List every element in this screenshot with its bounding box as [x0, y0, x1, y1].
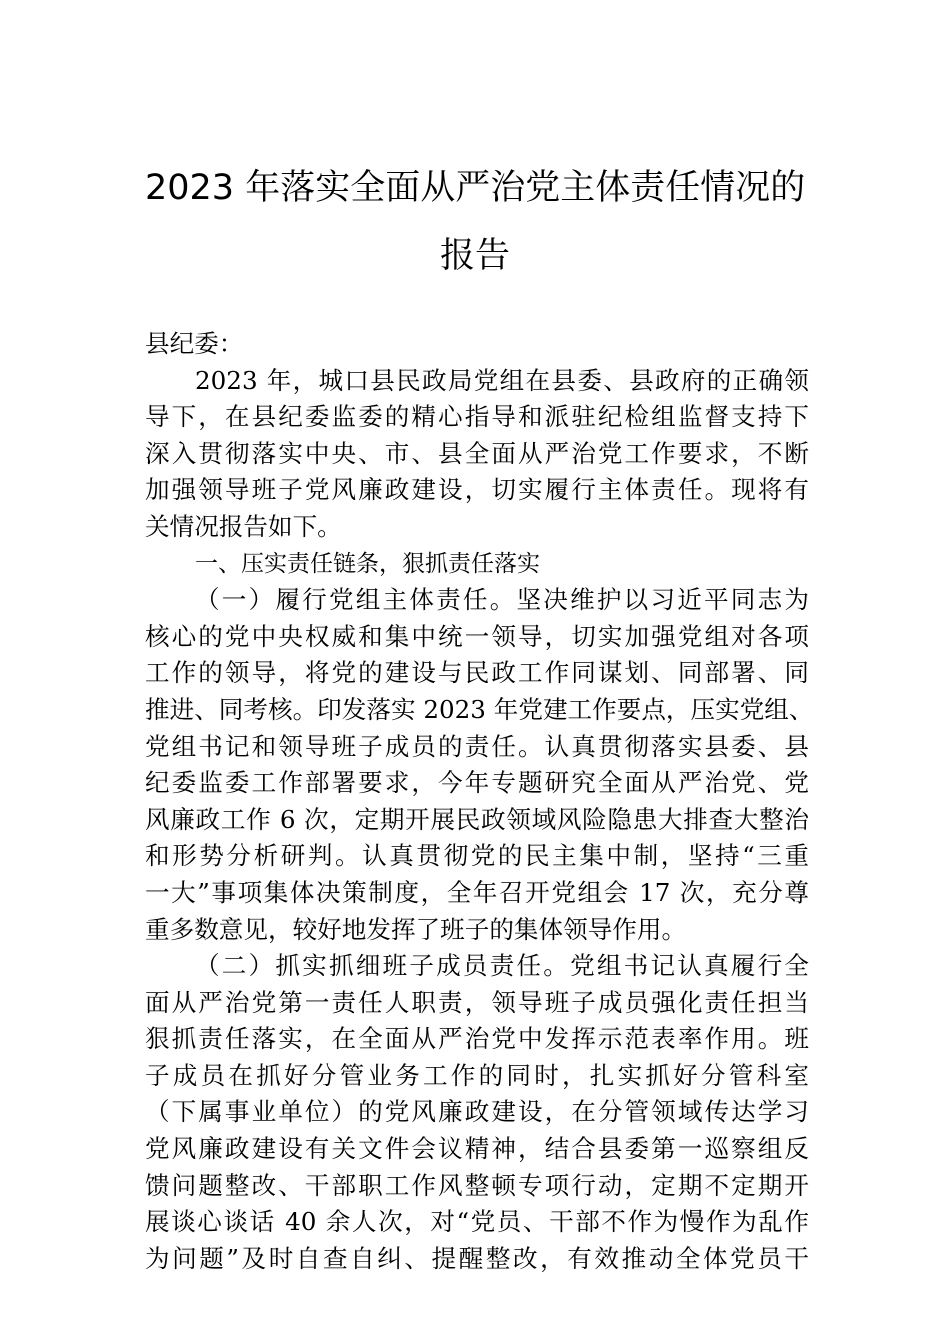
paragraph-line: 面从严治党第一责任人职责，领导班子成员强化责任担当 [145, 987, 809, 1017]
paragraph-line: 深入贯彻落实中央、市、县全面从严治党工作要求，不断 [145, 438, 809, 468]
paragraph-line: 导下，在县纪委监委的精心指导和派驻纪检组监督支持下 [145, 402, 809, 432]
paragraph-line: 推进、同考核。印发落实 2023 年党建工作要点，压实党组、 [145, 694, 814, 724]
paragraph-line: 风廉政工作 6 次，定期开展民政领域风险隐患大排查大整治 [145, 804, 809, 834]
paragraph-line: 狠抓责任落实，在全面从严治党中发挥示范表率作用。班 [145, 1024, 809, 1054]
paragraph-line: 为问题”及时自查自纠、提醒整改，有效推动全体党员干 [145, 1243, 809, 1273]
paragraph-line: 重多数意见，较好地发挥了班子的集体领导作用。 [145, 914, 687, 944]
paragraph-line: 和形势分析研判。认真贯彻党的民主集中制，坚持“三重 [145, 841, 809, 871]
paragraph-line: 党组书记和领导班子成员的责任。认真贯彻落实县委、县 [145, 731, 809, 761]
paragraph-line: 2023 年，城口县民政局党组在县委、县政府的正确领 [195, 365, 809, 395]
salutation: 县纪委： [145, 329, 244, 358]
document-title-line-2: 报告 [439, 236, 510, 276]
paragraph-line: 核心的党中央权威和集中统一领导，切实加强党组对各项 [145, 621, 809, 651]
document-body [145, 326, 814, 1277]
paragraph-line: 展谈心谈话 40 余人次，对“党员、干部不作为慢作为乱作 [145, 1207, 809, 1237]
paragraph-line: 纪委监委工作部署要求，今年专题研究全面从严治党、党 [145, 768, 809, 798]
paragraph-line: 加强领导班子党风廉政建设，切实履行主体责任。现将有 [145, 475, 809, 505]
paragraph-line: （下属事业单位）的党风廉政建设，在分管领域传达学习 [145, 1097, 809, 1127]
paragraph-line: （一）履行党组主体责任。坚决维护以习近平同志为 [195, 585, 809, 615]
section-heading: 一、压实责任链条，狠抓责任落实 [195, 550, 540, 577]
paragraph-line: 子成员在抓好分管业务工作的同时，扎实抓好分管科室 [145, 1060, 809, 1090]
document-title-line-1: 2023 年落实全面从严治党主体责任情况的 [145, 168, 806, 208]
paragraph-line: 关情况报告如下。 [145, 511, 342, 541]
paragraph-line: 工作的领导，将党的建设与民政工作同谋划、同部署、同 [145, 658, 809, 688]
paragraph-line: （二）抓实抓细班子成员责任。党组书记认真履行全 [195, 951, 809, 981]
paragraph-line: 党风廉政建设有关文件会议精神，结合县委第一巡察组反 [145, 1134, 809, 1164]
paragraph-line: 馈问题整改、干部职工作风整顿专项行动，定期不定期开 [145, 1170, 809, 1200]
paragraph-line: 一大”事项集体决策制度，全年召开党组会 17 次，充分尊 [145, 877, 809, 907]
